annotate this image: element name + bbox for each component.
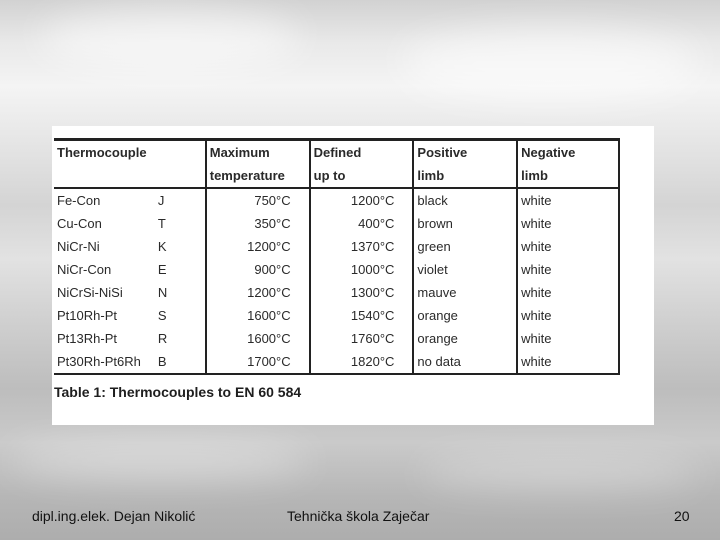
cell-negative-limb: white — [517, 258, 619, 281]
header-max-temp: Maximum — [206, 140, 310, 165]
header-row — [54, 140, 619, 165]
cell-max-temp: 350°C — [206, 212, 310, 235]
cell-defined: 400°C — [310, 212, 414, 235]
table-row — [54, 235, 619, 258]
background-cloud — [40, 10, 300, 70]
cell-type-code: S — [157, 308, 167, 323]
background-cloud — [10, 440, 310, 480]
cell-negative-limb: white — [517, 212, 619, 235]
header-positive: Positive — [413, 140, 517, 165]
cell-defined: 1760°C — [310, 327, 414, 350]
cell-defined: 1540°C — [310, 304, 414, 327]
cell-positive-limb: brown — [413, 212, 517, 235]
cell-thermocouple: Pt30Rh-Pt6Rh — [54, 350, 158, 374]
page-number: 20 — [674, 508, 690, 524]
cell-max-temp: 1600°C — [206, 304, 310, 327]
cell-thermocouple: NiCr-Ni — [57, 239, 100, 254]
header-thermocouple-2 — [54, 164, 206, 188]
header-max-temp-2: temperature — [206, 164, 310, 188]
cell-thermocouple: Pt13Rh-Pt — [57, 331, 117, 346]
cell-defined: 1000°C — [310, 258, 414, 281]
cell-max-temp: 1200°C — [206, 281, 310, 304]
cell-max-temp: 750°C — [206, 188, 310, 212]
cell-type-code: J — [157, 193, 165, 208]
header-row — [54, 164, 619, 188]
cell-thermocouple: Pt10Rh-Pt — [57, 308, 117, 323]
header-negative-2: limb — [517, 164, 619, 188]
cell-max-temp: 1700°C — [206, 350, 310, 374]
cell-positive-limb: black — [413, 188, 517, 212]
cell-defined: 1820°C — [310, 350, 414, 374]
background-cloud — [400, 30, 700, 100]
cell-type-code: K — [157, 239, 167, 254]
cell-thermocouple: NiCr-Con — [57, 262, 112, 277]
cell-negative-limb: white — [517, 350, 619, 374]
table-row — [54, 188, 619, 212]
table-figure — [52, 126, 654, 425]
cell-negative-limb: white — [517, 304, 619, 327]
table-row — [54, 304, 619, 327]
cell-type-code: N — [157, 285, 168, 300]
cell-negative-limb: white — [517, 281, 619, 304]
cell-positive-limb: violet — [413, 258, 517, 281]
cell-positive-limb: no data — [413, 350, 517, 374]
cell-positive-limb: mauve — [413, 281, 517, 304]
cell-max-temp: 1200°C — [206, 235, 310, 258]
cell-thermocouple: Fe-Con — [57, 193, 101, 208]
header-positive-2: limb — [413, 164, 517, 188]
cell-positive-limb: orange — [413, 327, 517, 350]
cell-type-code: B — [158, 350, 206, 374]
table-row — [54, 212, 619, 235]
header-negative: Negative — [517, 140, 619, 165]
cell-defined: 1370°C — [310, 235, 414, 258]
cell-max-temp: 900°C — [206, 258, 310, 281]
cell-type-code: R — [157, 331, 168, 346]
footer-author: dipl.ing.elek. Dejan Nikolić — [32, 508, 196, 524]
thermocouple-table — [54, 138, 620, 375]
table-row — [54, 258, 619, 281]
table-caption: Table 1: Thermocouples to EN 60 584 — [54, 384, 302, 400]
background-cloud — [420, 455, 700, 490]
cell-positive-limb: green — [413, 235, 517, 258]
cell-type-code: E — [157, 262, 167, 277]
cell-max-temp: 1600°C — [206, 327, 310, 350]
cell-type-code: T — [157, 216, 166, 231]
table-row — [54, 327, 619, 350]
cell-negative-limb: white — [517, 188, 619, 212]
footer-school: Tehnička škola Zaječar — [287, 508, 430, 524]
cell-defined: 1300°C — [310, 281, 414, 304]
cell-thermocouple: Cu-Con — [57, 216, 102, 231]
header-thermocouple: Thermocouple — [54, 140, 206, 165]
cell-defined: 1200°C — [310, 188, 414, 212]
table-row — [54, 350, 619, 374]
header-defined-2: up to — [310, 164, 414, 188]
table-row — [54, 281, 619, 304]
cell-negative-limb: white — [517, 235, 619, 258]
cell-positive-limb: orange — [413, 304, 517, 327]
cell-negative-limb: white — [517, 327, 619, 350]
header-defined: Defined — [310, 140, 414, 165]
cell-thermocouple: NiCrSi-NiSi — [57, 285, 123, 300]
